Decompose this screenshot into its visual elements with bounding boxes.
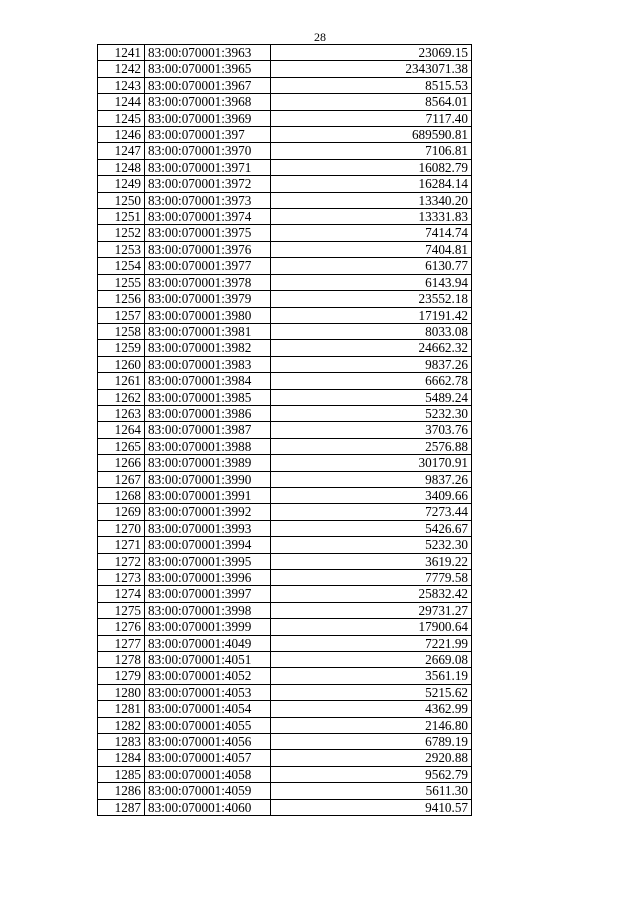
table-row <box>98 471 472 487</box>
cadastral-number-cell: 83:00:070001:3982 <box>145 340 271 356</box>
value-cell: 2146.80 <box>271 717 472 733</box>
cadastral-number-cell: 83:00:070001:3969 <box>145 110 271 126</box>
table-row <box>98 127 472 143</box>
value-cell: 9410.57 <box>271 799 472 815</box>
value-cell: 5611.30 <box>271 783 472 799</box>
row-number-cell: 1259 <box>98 340 145 356</box>
cadastral-number-cell: 83:00:070001:3986 <box>145 405 271 421</box>
cadastral-number-cell: 83:00:070001:4051 <box>145 652 271 668</box>
value-cell: 24662.32 <box>271 340 472 356</box>
table-body <box>98 45 472 816</box>
table-row <box>98 143 472 159</box>
cadastral-number-cell: 83:00:070001:3967 <box>145 77 271 93</box>
table-row <box>98 373 472 389</box>
cadastral-number-cell: 83:00:070001:4058 <box>145 766 271 782</box>
value-cell: 29731.27 <box>271 602 472 618</box>
row-number-cell: 1241 <box>98 45 145 61</box>
value-cell: 23069.15 <box>271 45 472 61</box>
row-number-cell: 1278 <box>98 652 145 668</box>
cadastral-number-cell: 83:00:070001:4054 <box>145 701 271 717</box>
table-row <box>98 570 472 586</box>
row-number-cell: 1251 <box>98 209 145 225</box>
table-row <box>98 766 472 782</box>
cadastral-number-cell: 83:00:070001:3993 <box>145 520 271 536</box>
row-number-cell: 1262 <box>98 389 145 405</box>
cadastral-number-cell: 83:00:070001:4049 <box>145 635 271 651</box>
row-number-cell: 1284 <box>98 750 145 766</box>
row-number-cell: 1252 <box>98 225 145 241</box>
row-number-cell: 1267 <box>98 471 145 487</box>
cadastral-number-cell: 83:00:070001:3998 <box>145 602 271 618</box>
value-cell: 5232.30 <box>271 405 472 421</box>
cadastral-number-cell: 83:00:070001:3968 <box>145 94 271 110</box>
cadastral-number-cell: 83:00:070001:3999 <box>145 619 271 635</box>
table-row <box>98 307 472 323</box>
table-row <box>98 61 472 77</box>
row-number-cell: 1266 <box>98 455 145 471</box>
cadastral-number-cell: 83:00:070001:3972 <box>145 176 271 192</box>
table-row <box>98 176 472 192</box>
value-cell: 3409.66 <box>271 487 472 503</box>
row-number-cell: 1256 <box>98 291 145 307</box>
table-row <box>98 274 472 290</box>
table-row <box>98 159 472 175</box>
row-number-cell: 1261 <box>98 373 145 389</box>
table-row <box>98 602 472 618</box>
value-cell: 13340.20 <box>271 192 472 208</box>
value-cell: 7779.58 <box>271 570 472 586</box>
value-cell: 9837.26 <box>271 471 472 487</box>
table-row <box>98 701 472 717</box>
cadastral-number-cell: 83:00:070001:3992 <box>145 504 271 520</box>
row-number-cell: 1268 <box>98 487 145 503</box>
table-row <box>98 799 472 815</box>
value-cell: 7106.81 <box>271 143 472 159</box>
row-number-cell: 1248 <box>98 159 145 175</box>
table-row <box>98 209 472 225</box>
row-number-cell: 1282 <box>98 717 145 733</box>
cadastral-number-cell: 83:00:070001:3995 <box>145 553 271 569</box>
value-cell: 6662.78 <box>271 373 472 389</box>
cadastral-number-cell: 83:00:070001:3965 <box>145 61 271 77</box>
table-row <box>98 192 472 208</box>
cadastral-number-cell: 83:00:070001:4055 <box>145 717 271 733</box>
value-cell: 17191.42 <box>271 307 472 323</box>
value-cell: 5489.24 <box>271 389 472 405</box>
value-cell: 5232.30 <box>271 537 472 553</box>
table-row <box>98 717 472 733</box>
row-number-cell: 1286 <box>98 783 145 799</box>
value-cell: 8564.01 <box>271 94 472 110</box>
value-cell: 3703.76 <box>271 422 472 438</box>
cadastral-number-cell: 83:00:070001:3988 <box>145 438 271 454</box>
value-cell: 8515.53 <box>271 77 472 93</box>
cadastral-number-cell: 83:00:070001:3981 <box>145 323 271 339</box>
table-row <box>98 405 472 421</box>
value-cell: 16284.14 <box>271 176 472 192</box>
cadastral-number-cell: 83:00:070001:4056 <box>145 734 271 750</box>
value-cell: 6143.94 <box>271 274 472 290</box>
cadastral-number-cell: 83:00:070001:3984 <box>145 373 271 389</box>
table-row <box>98 734 472 750</box>
value-cell: 6789.19 <box>271 734 472 750</box>
table-row <box>98 487 472 503</box>
row-number-cell: 1280 <box>98 684 145 700</box>
table-row <box>98 537 472 553</box>
value-cell: 25832.42 <box>271 586 472 602</box>
table-row <box>98 586 472 602</box>
cadastral-number-cell: 83:00:070001:3980 <box>145 307 271 323</box>
table-row <box>98 619 472 635</box>
row-number-cell: 1255 <box>98 274 145 290</box>
value-cell: 4362.99 <box>271 701 472 717</box>
cadastral-number-cell: 83:00:070001:397 <box>145 127 271 143</box>
value-cell: 8033.08 <box>271 323 472 339</box>
cadastral-number-cell: 83:00:070001:4052 <box>145 668 271 684</box>
cadastral-number-cell: 83:00:070001:3976 <box>145 241 271 257</box>
value-cell: 7404.81 <box>271 241 472 257</box>
table-row <box>98 422 472 438</box>
table-row <box>98 225 472 241</box>
table-row <box>98 504 472 520</box>
row-number-cell: 1270 <box>98 520 145 536</box>
row-number-cell: 1287 <box>98 799 145 815</box>
value-cell: 2920.88 <box>271 750 472 766</box>
value-cell: 23552.18 <box>271 291 472 307</box>
row-number-cell: 1263 <box>98 405 145 421</box>
cadastre-table <box>97 44 472 816</box>
cadastral-number-cell: 83:00:070001:3990 <box>145 471 271 487</box>
value-cell: 16082.79 <box>271 159 472 175</box>
cadastral-number-cell: 83:00:070001:3971 <box>145 159 271 175</box>
value-cell: 3561.19 <box>271 668 472 684</box>
row-number-cell: 1285 <box>98 766 145 782</box>
table-row <box>98 438 472 454</box>
row-number-cell: 1245 <box>98 110 145 126</box>
value-cell: 7117.40 <box>271 110 472 126</box>
row-number-cell: 1283 <box>98 734 145 750</box>
value-cell: 17900.64 <box>271 619 472 635</box>
cadastral-number-cell: 83:00:070001:3994 <box>145 537 271 553</box>
cadastral-number-cell: 83:00:070001:3970 <box>145 143 271 159</box>
table-row <box>98 750 472 766</box>
table-row <box>98 455 472 471</box>
table-row <box>98 553 472 569</box>
value-cell: 2576.88 <box>271 438 472 454</box>
row-number-cell: 1246 <box>98 127 145 143</box>
table-row <box>98 389 472 405</box>
cadastral-number-cell: 83:00:070001:3987 <box>145 422 271 438</box>
row-number-cell: 1277 <box>98 635 145 651</box>
row-number-cell: 1273 <box>98 570 145 586</box>
cadastral-number-cell: 83:00:070001:3991 <box>145 487 271 503</box>
row-number-cell: 1244 <box>98 94 145 110</box>
row-number-cell: 1250 <box>98 192 145 208</box>
row-number-cell: 1249 <box>98 176 145 192</box>
cadastral-number-cell: 83:00:070001:3977 <box>145 258 271 274</box>
row-number-cell: 1275 <box>98 602 145 618</box>
value-cell: 2343071.38 <box>271 61 472 77</box>
value-cell: 7221.99 <box>271 635 472 651</box>
value-cell: 13331.83 <box>271 209 472 225</box>
row-number-cell: 1257 <box>98 307 145 323</box>
row-number-cell: 1276 <box>98 619 145 635</box>
value-cell: 9837.26 <box>271 356 472 372</box>
cadastral-number-cell: 83:00:070001:3963 <box>145 45 271 61</box>
table-row <box>98 635 472 651</box>
cadastral-number-cell: 83:00:070001:3996 <box>145 570 271 586</box>
table-row <box>98 520 472 536</box>
cadastral-number-cell: 83:00:070001:4059 <box>145 783 271 799</box>
cadastral-number-cell: 83:00:070001:3973 <box>145 192 271 208</box>
row-number-cell: 1274 <box>98 586 145 602</box>
cadastral-number-cell: 83:00:070001:3978 <box>145 274 271 290</box>
value-cell: 5215.62 <box>271 684 472 700</box>
cadastral-number-cell: 83:00:070001:3985 <box>145 389 271 405</box>
row-number-cell: 1265 <box>98 438 145 454</box>
cadastral-number-cell: 83:00:070001:3974 <box>145 209 271 225</box>
value-cell: 5426.67 <box>271 520 472 536</box>
table-row <box>98 77 472 93</box>
cadastral-number-cell: 83:00:070001:3989 <box>145 455 271 471</box>
cadastral-number-cell: 83:00:070001:3997 <box>145 586 271 602</box>
table-row <box>98 668 472 684</box>
row-number-cell: 1258 <box>98 323 145 339</box>
table-row <box>98 652 472 668</box>
cadastral-number-cell: 83:00:070001:4057 <box>145 750 271 766</box>
row-number-cell: 1253 <box>98 241 145 257</box>
table-row <box>98 291 472 307</box>
value-cell: 9562.79 <box>271 766 472 782</box>
value-cell: 689590.81 <box>271 127 472 143</box>
page-number: 28 <box>314 30 326 44</box>
table-row <box>98 340 472 356</box>
row-number-cell: 1243 <box>98 77 145 93</box>
row-number-cell: 1281 <box>98 701 145 717</box>
table-row <box>98 783 472 799</box>
table-row <box>98 258 472 274</box>
cadastral-number-cell: 83:00:070001:3979 <box>145 291 271 307</box>
table-row <box>98 94 472 110</box>
row-number-cell: 1272 <box>98 553 145 569</box>
row-number-cell: 1279 <box>98 668 145 684</box>
table-row <box>98 356 472 372</box>
value-cell: 3619.22 <box>271 553 472 569</box>
row-number-cell: 1260 <box>98 356 145 372</box>
value-cell: 2669.08 <box>271 652 472 668</box>
value-cell: 6130.77 <box>271 258 472 274</box>
table-row <box>98 45 472 61</box>
row-number-cell: 1271 <box>98 537 145 553</box>
row-number-cell: 1254 <box>98 258 145 274</box>
table-row <box>98 241 472 257</box>
value-cell: 30170.91 <box>271 455 472 471</box>
table-row <box>98 110 472 126</box>
value-cell: 7273.44 <box>271 504 472 520</box>
table-row <box>98 323 472 339</box>
row-number-cell: 1242 <box>98 61 145 77</box>
cadastral-number-cell: 83:00:070001:3983 <box>145 356 271 372</box>
cadastral-number-cell: 83:00:070001:3975 <box>145 225 271 241</box>
cadastral-number-cell: 83:00:070001:4053 <box>145 684 271 700</box>
row-number-cell: 1269 <box>98 504 145 520</box>
value-cell: 7414.74 <box>271 225 472 241</box>
row-number-cell: 1264 <box>98 422 145 438</box>
table-row <box>98 684 472 700</box>
row-number-cell: 1247 <box>98 143 145 159</box>
cadastral-number-cell: 83:00:070001:4060 <box>145 799 271 815</box>
